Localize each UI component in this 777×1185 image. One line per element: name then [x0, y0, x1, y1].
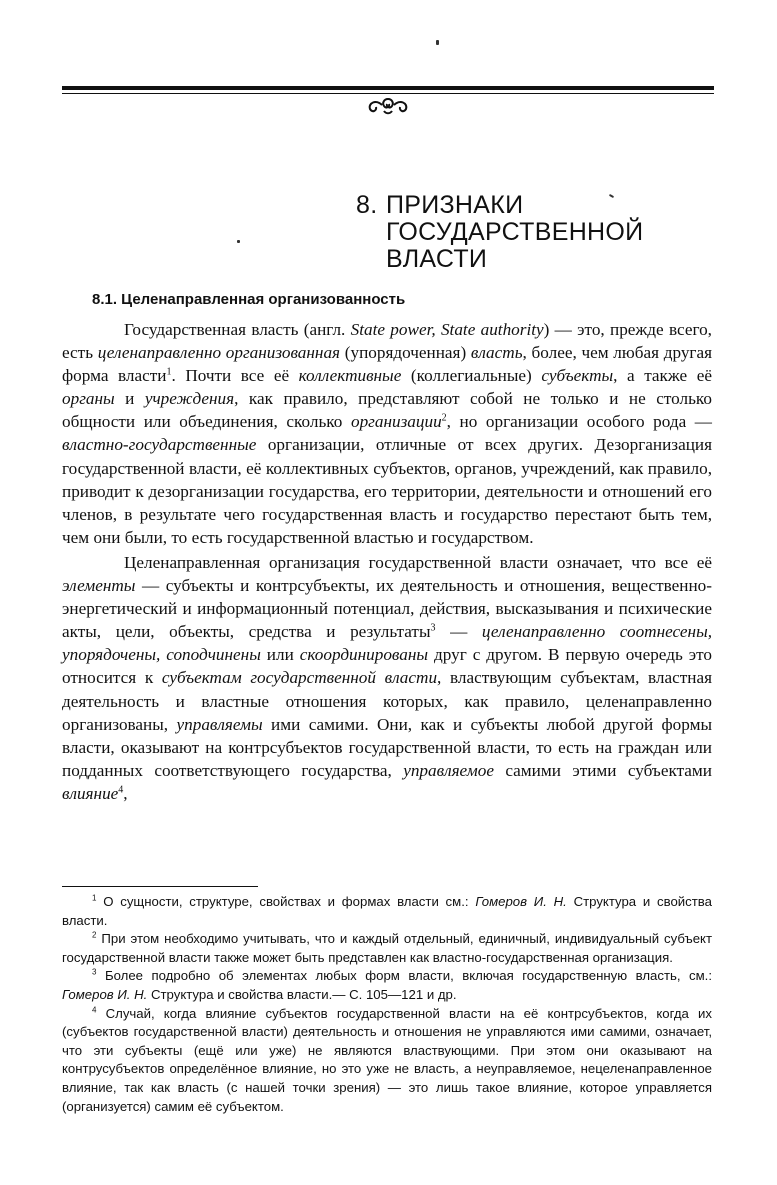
ornament-icon — [364, 95, 412, 117]
text-run: Структура и свойства власти. — [62, 894, 712, 928]
text-run: — — [435, 622, 482, 642]
footnote-ref: 4 — [92, 1005, 97, 1015]
italic-text: State power, State authority — [350, 320, 544, 339]
text-run: Более подробно об элементах любых форм власти, включая государственную власть, см.: — [96, 968, 712, 984]
text-run: друг с другом. В первую очередь это относится к — [62, 645, 712, 688]
italic-text: скоординированы — [299, 645, 429, 665]
italic-text: субъектам государственной власти — [161, 668, 438, 688]
footnote-separator — [62, 886, 258, 887]
footnote-ref: 1 — [92, 893, 97, 903]
text-run: О сущности, структуре, свойствах и формах власти см.: — [96, 894, 476, 909]
text-run: При этом необходимо учитывать, что и каждый отдельный, единичный, индивидуальный субъект государственной власти также может быть представлен как властно-государственная организация. — [62, 931, 712, 965]
text-run: Целенаправленная организация государственной власти означает, что все её — [124, 552, 712, 572]
text-run: ими самими. Они, как и субъекты любой другой формы власти, оказывают на контрсубъектов государственной власти, то есть на граждан или подданных соответствующего государства, — [62, 714, 713, 780]
text-run: Случай, когда влияние субъектов государственной власти на её контрсубъектов, когда их (субъектов государственной власти) деятельность и отношения не управляются ими самими, означает, что эти субъекты (ещё или уже) не являются властвующими. При этом они оказывают на контрусубъектов определённое влияние, но это уже не власть, а неуправляемое, нецеленаправленное влияние, так как власть (с нашей точки зрения) — это лишь такое влияние, которое управляется (организуется) самим её субъектом. — [62, 1005, 712, 1114]
footnote-ref: 3 — [430, 622, 436, 634]
text-run: или — [260, 645, 300, 665]
text-run: Государственная власть (англ. — [124, 320, 351, 339]
chapter-title-line2: ГОСУДАРСТВЕННОЙ — [386, 218, 644, 246]
print-speck — [237, 240, 240, 243]
paragraph — [62, 551, 712, 805]
footnote — [62, 1005, 712, 1117]
italic-text: властно-государственные — [62, 435, 257, 455]
footnote-ref: 4 — [118, 784, 124, 796]
chapter-title-line3: ВЛАСТИ — [386, 245, 488, 273]
italic-text: органы — [62, 389, 115, 409]
body-text — [62, 318, 712, 805]
text-run: , властвующим субъектам, властная деятельность и властные отношения которых, как правило, целенаправленно организованы, — [62, 668, 712, 734]
text-run: (упорядоченная) — [340, 343, 471, 363]
section-heading: 8.1. Целенаправленная организованность — [92, 291, 406, 308]
print-speck — [436, 40, 439, 45]
chapter-heading — [356, 192, 696, 273]
italic-text: управляемы — [176, 714, 263, 734]
text-run: организации, отличные от всех других. Дезорганизация государственной власти, её коллективных субъектов, органов, учреждений, как правило, приводит к дезорганизации государства, его территории, деятельности и отношений его членов, в результате чего государственная власть и государство перестают быть тем, чем они были, то есть государственной властью и государством. — [62, 435, 712, 547]
header-rule-thin — [62, 93, 714, 94]
footnote — [62, 930, 712, 967]
italic-text: управляемое — [403, 760, 494, 780]
italic-text: элементы — [62, 576, 136, 596]
italic-text: целенаправленно соотнесены, упорядочены, соподчинены — [62, 622, 713, 665]
text-run: (коллегиальные) — [401, 366, 542, 386]
text-run: , более, чем любая другая форма власти — [62, 343, 712, 386]
text-run: и — [114, 389, 145, 409]
italic-text: учреждения — [144, 389, 235, 409]
paragraph — [62, 318, 712, 549]
text-run: , а также её — [613, 366, 712, 386]
text-run: самими этими субъектами — [493, 760, 712, 780]
italic-text: субъекты — [541, 366, 614, 386]
header-rule-thick — [62, 86, 714, 90]
text-run: , — [123, 783, 128, 803]
footnote-ref: 2 — [92, 930, 97, 940]
footnote — [62, 893, 712, 930]
text-run: , как правило, представляют собой не только и не столько общности или объединения, сколько — [62, 389, 713, 432]
footnotes — [62, 893, 712, 1116]
italic-text: Гомеров И. Н. — [475, 894, 567, 909]
footnote — [62, 967, 712, 1004]
chapter-title-line1: ПРИЗНАКИ — [386, 191, 524, 219]
footnote-ref: 1 — [166, 366, 172, 378]
footnote-ref: 3 — [92, 967, 97, 977]
italic-text: влияние — [62, 783, 119, 803]
footnote-ref: 2 — [441, 412, 447, 424]
italic-text: целенаправленно организованная — [97, 343, 341, 363]
text-run: Структура и свойства власти.— С. 105—121 и др. — [147, 986, 457, 1002]
text-run: ) — это, прежде всего, есть — [62, 320, 712, 363]
italic-text: коллективные — [298, 366, 402, 386]
text-run: . Почти все её — [171, 366, 299, 386]
chapter-number: 8. — [356, 191, 378, 219]
text-run: , но организации особого рода — — [446, 412, 712, 432]
text-run: — субъекты и контрсубъекты, их деятельность и отношения, вещественно-энергетический и информационный потенциал, действия, высказывания и психические акты, цели, объекты, средства и результаты — [62, 576, 712, 642]
italic-text: Гомеров И. Н. — [62, 986, 148, 1002]
italic-text: власть — [470, 343, 523, 363]
italic-text: организации — [350, 412, 442, 432]
